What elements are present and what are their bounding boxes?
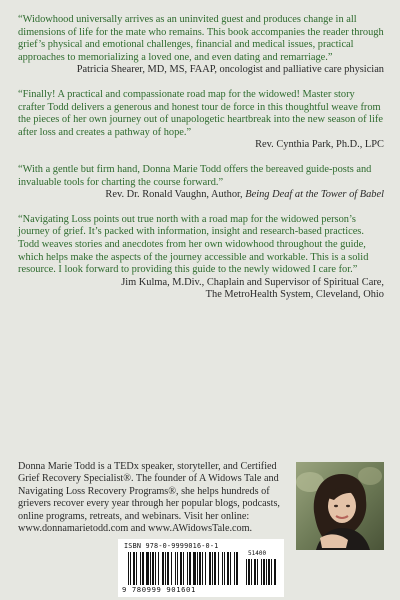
quote-text: “Navigating Loss points out true north with a road map for the widowed person’s journey of grief. It’s packed with information, insight and research-based practices. Todd weaves stories and anecdotes from her own widowhood throughout the guide, which helps make the aspects of the journey accessible and workable. This is a solid resource. I look forward to providing this guide to the newly widowed I care for.” [18, 213, 369, 276]
quote-attribution: Patricia Shearer, MD, MS, FAAP, oncologist and palliative care physician [76, 64, 384, 76]
quote-attribution [18, 277, 384, 301]
isbn-barcode [118, 539, 284, 597]
endorsement-quote [18, 89, 384, 152]
quote-text: “With a gentle but firm hand, Donna Marie Todd offers the bereaved guide-posts and invaluable tools for charting the course forward.” [18, 163, 372, 188]
quote-attribution [18, 189, 384, 202]
attribution-line: Jim Kulma, M.Div., Chaplain and Supervisor of Spiritual Care, [121, 276, 384, 288]
endorsement-quote [18, 164, 384, 202]
attribution-author: Rev. Dr. Ronald Vaughn, Author, [105, 189, 246, 201]
price-barcode-bars [246, 559, 276, 585]
quote-text: “Widowhood universally arrives as an uninvited guest and produces change in all dimensions of life for the mate who remains. This book accompanies the reader through grief’s physical and emotional challenges, financial and medical issues, practical approaches to memorializing a loved one, and even dating and remarriage.” [18, 14, 384, 63]
barcode-bars [128, 552, 240, 585]
attribution-line: The MetroHealth System, Cleveland, Ohio [205, 288, 384, 300]
isbn-number: ISBN 978-0-9999016-0-1 [124, 542, 219, 550]
author-bio: Donna Marie Todd is a TEDx speaker, storyteller, and Certified Grief Recovery Specialist®. The founder of A Widows Tale and Navigating Loss Recovery Programs®, she helps hundreds of grievers recover every year through her popular blogs, podcasts, online programs, retreats, and webinars. Visit her online: www.donnamarietodd.com and www.AWidowsTale.com. [18, 461, 280, 535]
endorsement-quote [18, 214, 384, 301]
ean-number: 9 780999 901601 [122, 585, 196, 594]
endorsement-quote [18, 14, 384, 77]
quote-text: “Finally! A practical and compassionate road map for the widowed! Master story crafter Todd delivers a generous and honest tour de force in this thoughtful weave from the pieces of her own journey out of unapologetic heartbreak into the new season of life after loss and creates a pathway of hope.” [18, 88, 383, 138]
quote-attribution: Rev. Cynthia Park, Ph.D., LPC [255, 139, 384, 151]
author-photo [296, 462, 384, 550]
attribution-book-title: Being Deaf at the Tower of Babel [245, 189, 384, 201]
price-code: 51400 [248, 550, 267, 557]
